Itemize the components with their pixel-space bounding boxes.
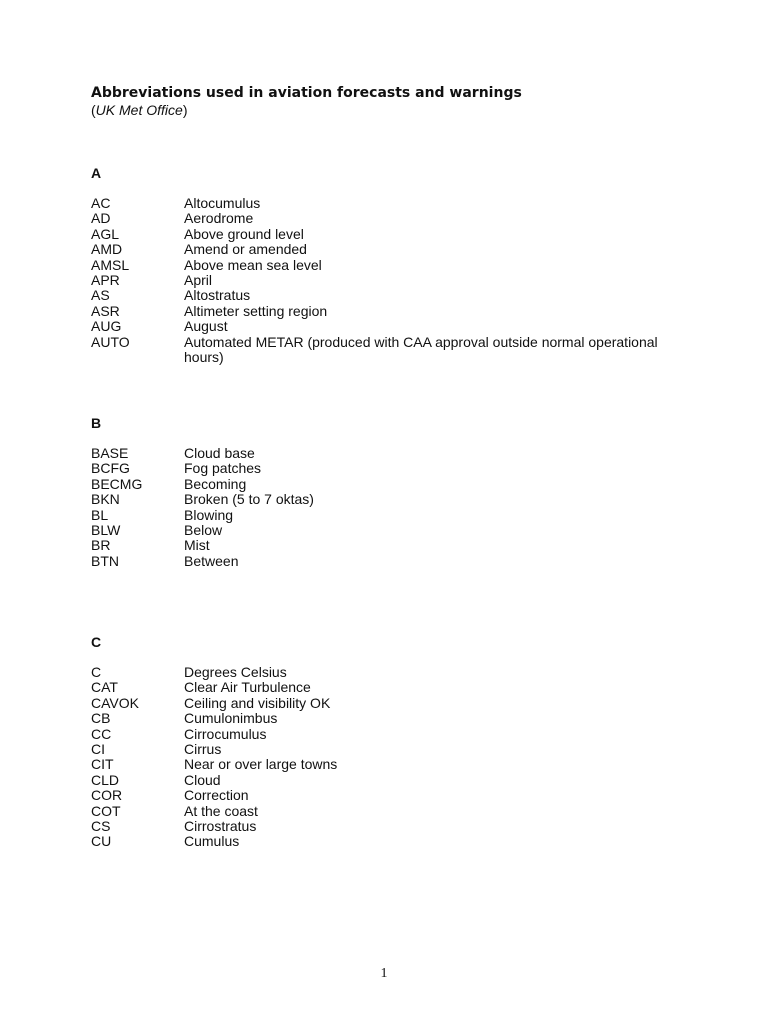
entry-meaning: August: [184, 318, 228, 335]
entry-abbr: CS: [91, 818, 111, 835]
entry-meaning: Becoming: [184, 475, 247, 492]
entry-meaning: Altimeter setting region: [184, 302, 328, 319]
entry-abbr: CLD: [91, 771, 120, 788]
entry-row: [91, 304, 691, 319]
entry-meaning: Mist: [184, 537, 210, 554]
entry-row: [91, 773, 691, 788]
entry-meaning: Ceiling and visibility OK: [184, 694, 331, 711]
entry-abbr: AGL: [91, 225, 120, 242]
section-a: [91, 165, 691, 365]
entry-abbr: BASE: [91, 445, 129, 461]
entry-meaning: Above ground level: [184, 225, 304, 242]
entry-meaning: Above mean sea level: [184, 256, 322, 273]
entry-row: [91, 508, 691, 523]
entry-abbr: AC: [91, 195, 111, 211]
entry-abbr: BECMG: [91, 475, 143, 492]
entry-row: [91, 523, 691, 538]
section-c: [91, 634, 691, 850]
entry-row: [91, 211, 691, 226]
subtitle-open-paren: (: [91, 102, 96, 118]
entry-meaning: Cirrus: [184, 741, 222, 758]
entry-meaning: Blowing: [184, 506, 234, 523]
entry-abbr: COR: [91, 787, 123, 804]
entry-meaning: Cumulus: [184, 833, 240, 850]
entry-abbr: AMD: [91, 241, 123, 258]
entry-row: [91, 680, 691, 695]
entry-row: [91, 242, 691, 257]
entry-abbr: AS: [91, 287, 110, 304]
entry-row: [91, 258, 691, 273]
entry-meaning: Aerodrome: [184, 210, 254, 227]
document-title: Abbreviations used in aviation forecasts and warnings: [91, 85, 522, 101]
entry-row: [91, 804, 691, 819]
entry-row: [91, 757, 691, 772]
entry-row: [91, 819, 691, 834]
section-letter: B: [91, 415, 102, 431]
entry-abbr: BKN: [91, 491, 120, 508]
entry-meaning: Amend or amended: [184, 241, 307, 258]
entry-abbr: CAVOK: [91, 694, 139, 711]
entry-row: [91, 711, 691, 726]
entry-row: [91, 554, 691, 569]
entry-meaning: Degrees Celsius: [184, 664, 287, 680]
entry-meaning: Altocumulus: [184, 195, 261, 211]
entry-abbr: ASR: [91, 302, 120, 319]
entry-abbr: CIT: [91, 756, 114, 773]
section-letter: C: [91, 634, 102, 650]
entry-meaning: April: [184, 272, 213, 289]
entry-meaning: Broken (5 to 7 oktas): [184, 491, 314, 508]
entry-abbr: BCFG: [91, 460, 130, 477]
entry-meaning: Altostratus: [184, 287, 251, 304]
entry-row: [91, 319, 691, 334]
entry-abbr: CB: [91, 710, 111, 727]
entry-row: [91, 288, 691, 303]
entry-abbr: BR: [91, 537, 111, 554]
section-b: [91, 415, 691, 569]
entry-row: [91, 492, 691, 507]
section-letter: A: [91, 165, 102, 181]
entry-meaning: Cloud: [184, 771, 221, 788]
subtitle-source: UK Met Office: [95, 102, 183, 118]
entry-abbr: COT: [91, 802, 121, 819]
entry-abbr: AUG: [91, 318, 122, 335]
entry-row: [91, 273, 691, 288]
entry-abbr: BLW: [91, 522, 121, 539]
document-subtitle: [91, 102, 187, 119]
entry-row: [91, 788, 691, 803]
entry-meaning: At the coast: [184, 802, 258, 819]
entry-meaning: Between: [184, 552, 239, 569]
entry-row: [91, 538, 691, 553]
entry-row: [91, 834, 691, 849]
entry-row: [91, 461, 691, 476]
entry-row: [91, 477, 691, 492]
entry-meaning: Below: [184, 522, 223, 539]
entry-abbr: CC: [91, 725, 112, 742]
entry-abbr: BTN: [91, 552, 119, 569]
entry-abbr: CAT: [91, 679, 118, 696]
page-number: 1: [380, 966, 388, 981]
entry-abbr: APR: [91, 272, 120, 289]
entry-meaning: Cloud base: [184, 445, 255, 461]
entry-row: [91, 696, 691, 711]
entry-row: [91, 665, 691, 680]
entry-meaning: Fog patches: [184, 460, 262, 477]
entry-abbr: CI: [91, 741, 105, 758]
entry-meaning: Near or over large towns: [184, 756, 338, 773]
entry-meaning: Automated METAR (produced with CAA approval outside normal operational hours): [184, 333, 658, 366]
entry-row: [91, 227, 691, 242]
entry-abbr: AMSL: [91, 256, 130, 273]
entry-row: [91, 446, 691, 461]
entry-row: [91, 742, 691, 757]
entry-meaning: Clear Air Turbulence: [184, 679, 311, 696]
entry-meaning: Cirrocumulus: [184, 725, 267, 742]
entry-meaning: Cumulonimbus: [184, 710, 278, 727]
entry-abbr: BL: [91, 506, 109, 523]
entry-row: [91, 335, 691, 366]
entry-abbr: AD: [91, 210, 111, 227]
entry-abbr: AUTO: [91, 333, 130, 350]
entry-abbr: CU: [91, 833, 112, 850]
entry-meaning: Correction: [184, 787, 249, 804]
entry-row: [91, 196, 691, 211]
subtitle-close-paren: ): [182, 102, 188, 118]
entry-meaning: Cirrostratus: [184, 818, 257, 835]
entry-row: [91, 727, 691, 742]
entry-abbr: C: [91, 664, 102, 680]
